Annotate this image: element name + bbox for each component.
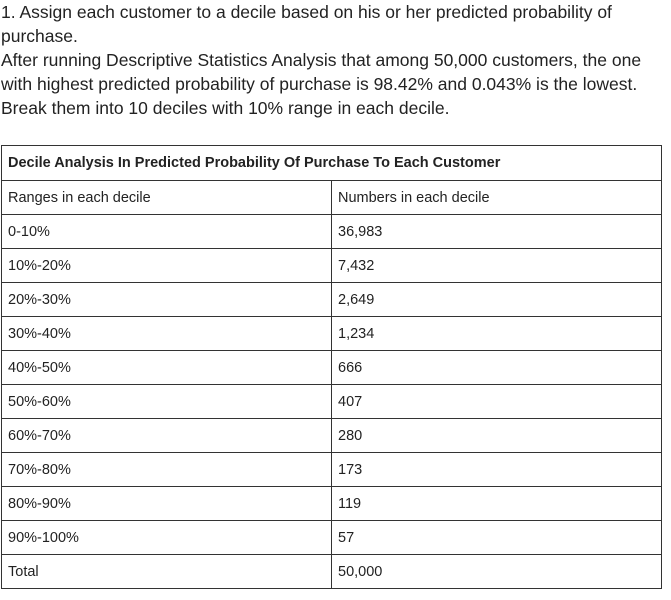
total-label: Total bbox=[2, 555, 332, 589]
intro-line-break: Break them into 10 deciles with 10% range in each decile. bbox=[1, 98, 450, 118]
table-row bbox=[2, 215, 662, 249]
total-row bbox=[2, 555, 662, 589]
table-row bbox=[2, 351, 662, 385]
table-row bbox=[2, 487, 662, 521]
count-cell: 119 bbox=[332, 487, 662, 521]
count-cell: 2,649 bbox=[332, 283, 662, 317]
range-cell: 90%-100% bbox=[2, 521, 332, 555]
table-row bbox=[2, 283, 662, 317]
table-title: Decile Analysis In Predicted Probability Of Purchase To Each Customer bbox=[2, 146, 662, 181]
count-cell: 666 bbox=[332, 351, 662, 385]
intro-line-assign: 1. Assign each customer to a decile based on his or her predicted probability of purchase. bbox=[1, 2, 612, 46]
range-cell: 60%-70% bbox=[2, 419, 332, 453]
table-row bbox=[2, 317, 662, 351]
count-cell: 7,432 bbox=[332, 249, 662, 283]
table-row bbox=[2, 453, 662, 487]
count-cell: 36,983 bbox=[332, 215, 662, 249]
count-cell: 407 bbox=[332, 385, 662, 419]
range-cell: 30%-40% bbox=[2, 317, 332, 351]
range-cell: 0-10% bbox=[2, 215, 332, 249]
count-cell: 1,234 bbox=[332, 317, 662, 351]
table-row bbox=[2, 521, 662, 555]
table-row bbox=[2, 385, 662, 419]
range-cell: 80%-90% bbox=[2, 487, 332, 521]
count-cell: 280 bbox=[332, 419, 662, 453]
range-cell: 20%-30% bbox=[2, 283, 332, 317]
total-value: 50,000 bbox=[332, 555, 662, 589]
header-numbers: Numbers in each decile bbox=[332, 181, 662, 215]
decile-table bbox=[1, 145, 662, 589]
range-cell: 50%-60% bbox=[2, 385, 332, 419]
count-cell: 173 bbox=[332, 453, 662, 487]
table-row bbox=[2, 249, 662, 283]
table-title-row bbox=[2, 146, 662, 181]
range-cell: 70%-80% bbox=[2, 453, 332, 487]
intro-text bbox=[1, 0, 669, 120]
count-cell: 57 bbox=[332, 521, 662, 555]
intro-line-analysis: After running Descriptive Statistics Analysis that among 50,000 customers, the one with highest predicted probability of purchase is 98.42% and 0.043% is the lowest. bbox=[1, 50, 642, 94]
table-row bbox=[2, 419, 662, 453]
table-header-row bbox=[2, 181, 662, 215]
header-ranges: Ranges in each decile bbox=[2, 181, 332, 215]
range-cell: 10%-20% bbox=[2, 249, 332, 283]
range-cell: 40%-50% bbox=[2, 351, 332, 385]
